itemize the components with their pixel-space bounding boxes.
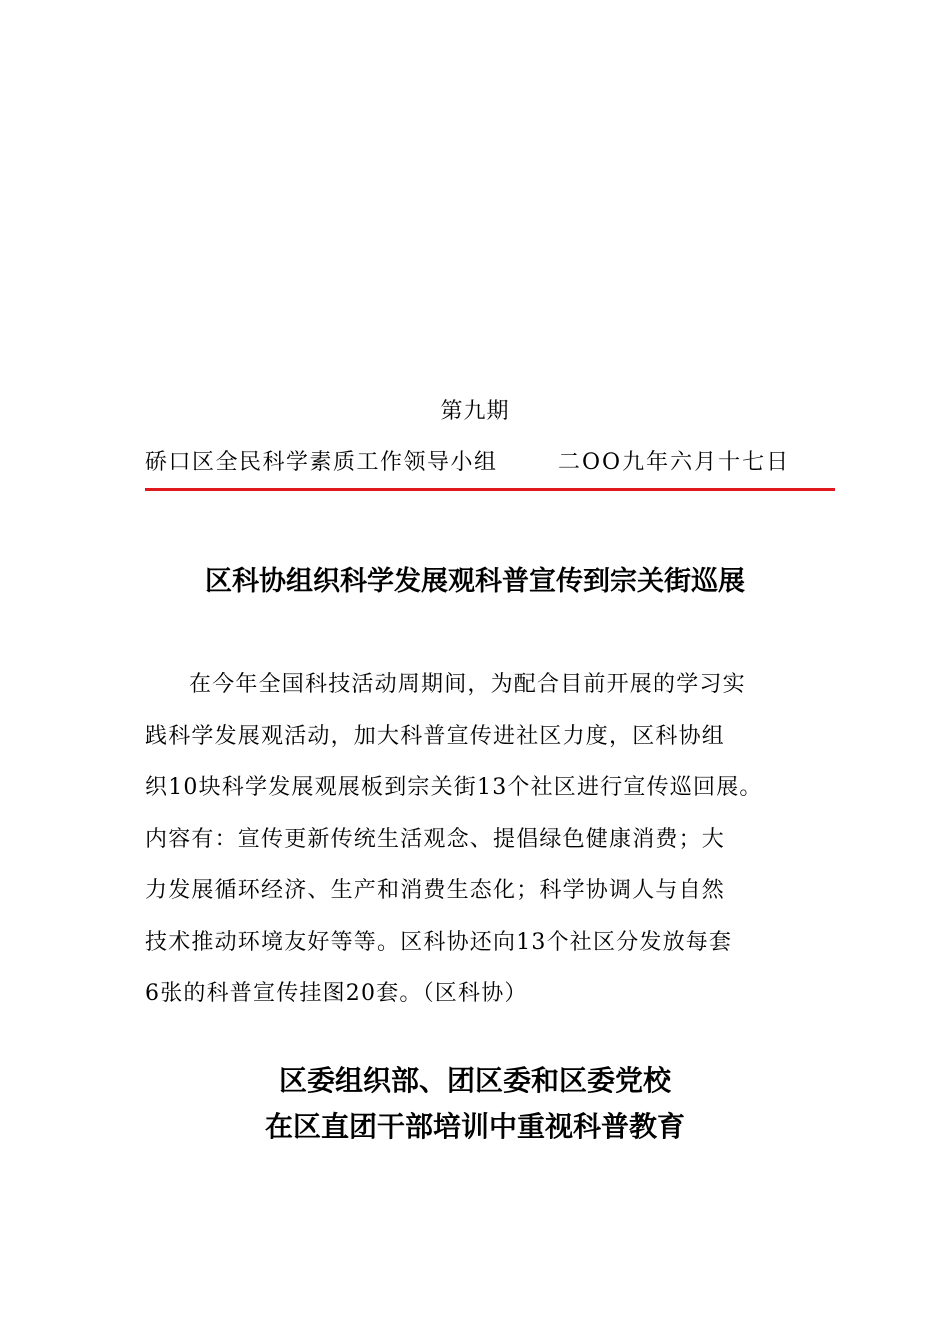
issue-number: 第九期 bbox=[440, 399, 510, 424]
masthead bbox=[145, 446, 835, 482]
issuing-organization: 硚口区全民科学素质工作领导小组 bbox=[145, 450, 498, 475]
body-line: 技术推动环境友好等等。区科协还向13个社区分发放每套 bbox=[145, 929, 733, 955]
second-title-line-1: 区委组织部、团区委和区委党校 bbox=[278, 1064, 671, 1097]
second-article-title bbox=[0, 1058, 950, 1150]
second-title-line-2: 在区直团干部培训中重视科普教育 bbox=[264, 1110, 685, 1143]
article-body bbox=[145, 659, 835, 1020]
body-line: 6张的科普宣传挂图20套。（区科协） bbox=[145, 981, 528, 1006]
body-line: 力发展循环经济、生产和消费生态化；科学协调人与自然 bbox=[145, 878, 726, 903]
body-line: 织10块科学发展观展板到宗关街13个社区进行宣传巡回展。 bbox=[145, 775, 763, 800]
body-line: 内容有：宣传更新传统生活观念、提倡绿色健康消费；大 bbox=[145, 826, 726, 852]
red-divider bbox=[145, 488, 835, 491]
article-title: 区科协组织科学发展观科普宣传到宗关街巡展 bbox=[205, 566, 745, 597]
body-line: 践科学发展观活动，加大科普宣传进社区力度，区科协组 bbox=[145, 723, 726, 749]
body-line: 在今年全国科技活动周期间，为配合目前开展的学习实 bbox=[189, 672, 746, 697]
issue-date: 二OO九年六月十七日 bbox=[558, 450, 791, 475]
